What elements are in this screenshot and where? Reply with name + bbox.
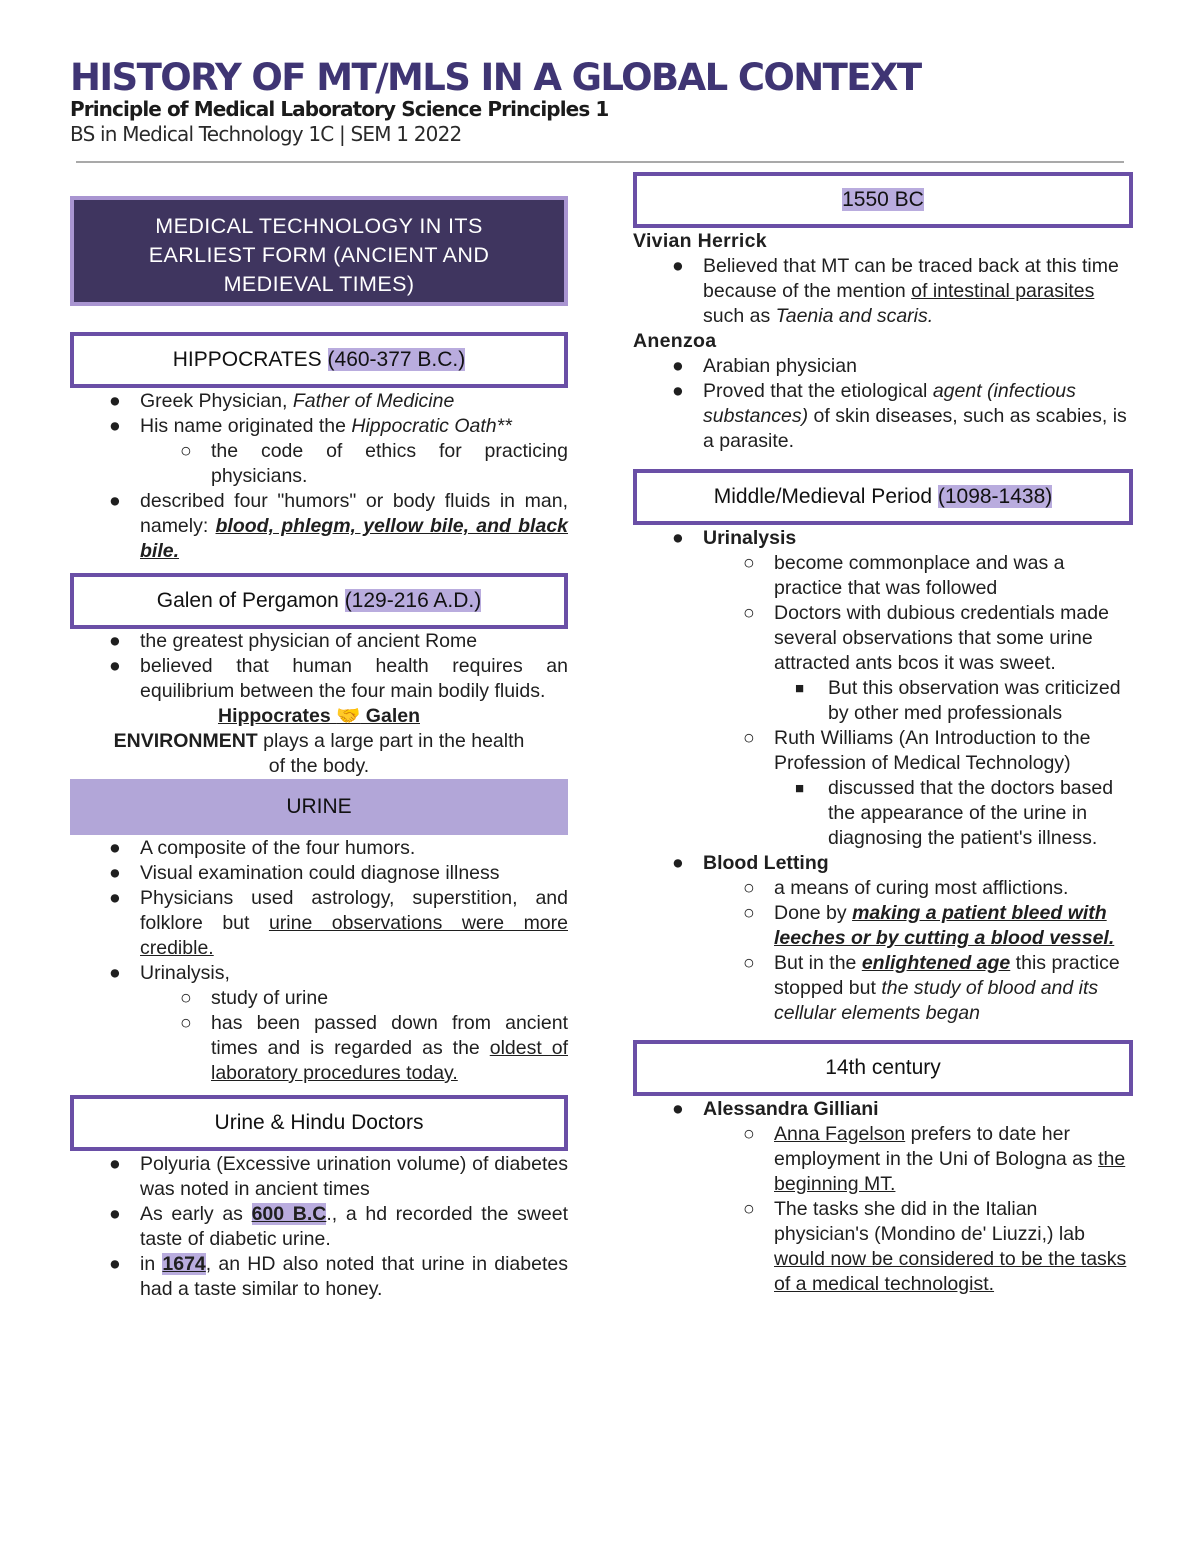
heading-text: 1550 BC: [842, 188, 924, 211]
bullet-circle-icon: ○: [743, 1123, 755, 1145]
section-hero-ancient-medieval: [70, 196, 568, 306]
bullet-disc-icon: ●: [672, 255, 684, 277]
vivian-list: [633, 254, 1133, 329]
list-item: ● believed that human health requires an equilibrium between the four main bodily fluids.: [109, 655, 568, 702]
galen-list: [70, 629, 568, 704]
sub-list: [703, 551, 1133, 851]
bullet-disc-icon: ●: [109, 887, 121, 909]
sub-sub-list: [774, 676, 1133, 726]
list-item: ■ discussed that the doctors based the appearance of the urine in diagnosing the patient's illness.: [795, 777, 1114, 849]
sub-list: [140, 439, 568, 489]
list-item: ● As early as 600 B.C., a hd recorded the sweet taste of diabetic urine.: [109, 1203, 568, 1250]
heading-years: (129-216 A.D.): [344, 589, 482, 612]
bullet-disc-icon: ●: [109, 1203, 121, 1225]
heading-hippocrates: [70, 332, 568, 388]
list-item: ○ The tasks she did in the Italian physician's (Mondino de' Liuzzi,) lab would now be considered to be the tasks of a medical technologist.: [743, 1198, 1127, 1295]
bullet-disc-icon: ●: [109, 390, 121, 412]
bullet-circle-icon: ○: [180, 440, 192, 462]
person-anenzoa: Anenzoa: [633, 330, 717, 352]
header-divider: [76, 161, 1124, 163]
list-item: ○ has been passed down from ancient times and is regarded as the oldest of laboratory procedures today.: [180, 1012, 568, 1084]
heading-urine-hindu-doctors: [70, 1095, 568, 1151]
list-item: ● Greek Physician, Father of Medicine: [109, 390, 455, 412]
list-item: ● in 1674, an HD also noted that urine in diabetes had a taste similar to honey.: [109, 1253, 568, 1300]
heading-galen: [70, 573, 568, 629]
heading-medieval-period: [633, 469, 1133, 525]
list-item: ○ a means of curing most afflictions.: [743, 877, 1069, 899]
hippocrates-galen-line: Hippocrates 🤝 Galen: [217, 705, 420, 727]
list-item: ● Arabian physician: [672, 355, 857, 377]
heading-text: URINE: [286, 795, 352, 818]
list-item: ○ Doctors with dubious credentials made several observations that some urine attracted ants bcos it was sweet. ■ But this observation was criticized by other med professionals: [703, 601, 1133, 726]
list-item: ● Proved that the etiological agent (infectious substances) of skin diseases, such as scabies, is a parasite.: [672, 380, 1127, 452]
century14-list: [633, 1097, 1133, 1297]
hero-line: MEDICAL TECHNOLOGY IN ITS: [155, 214, 483, 238]
bullet-disc-icon: ●: [672, 355, 684, 377]
bullet-disc-icon: ●: [109, 655, 121, 677]
heading-text: 14th century: [825, 1056, 941, 1079]
bullet-square-icon: ■: [795, 680, 805, 697]
bullet-circle-icon: ○: [743, 952, 755, 974]
course-line: BS in Medical Technology 1C | SEM 1 2022: [70, 122, 462, 146]
list-item: ● Urinalysis, ○ study of urine ○ has been passed down from ancient times and is regarded as the oldest of laboratory procedures today.: [109, 962, 568, 1084]
list-item: ● Urinalysis ○ become commonplace and was a practice that was followed ○ Doctors with dubious credentials made several observations that some urine attracted ants bcos it was sweet. ■ But this observation was criticized by other med professionals ○ Ruth Williams (An Introduction to the Profession of Medical Technology) ■ discussed that the doctors based the appearance of the urine in diagnosing the patient's illness.: [633, 526, 1133, 851]
bullet-circle-icon: ○: [743, 602, 755, 624]
bullet-disc-icon: ●: [672, 1098, 684, 1120]
bullet-circle-icon: ○: [743, 902, 755, 924]
list-item: ● Physicians used astrology, superstition, and folklore but urine observations were more credible.: [109, 887, 568, 959]
medieval-list: [633, 526, 1133, 1026]
list-item: ● Polyuria (Excessive urination volume) of diabetes was noted in ancient times: [109, 1153, 568, 1200]
list-item: ● Alessandra Gilliani ○ Anna Fagelson prefers to date her employment in the Uni of Bologna as the beginning MT. ○ The tasks she did in the Italian physician's (Mondino de' Liuzzi,) lab would now be considered to be the tasks of a medical technologist.: [633, 1097, 1133, 1297]
list-item: ○ Done by making a patient bleed with leeches or by cutting a blood vessel.: [743, 902, 1115, 949]
bullet-circle-icon: ○: [180, 1012, 192, 1034]
list-item: ○ Ruth Williams (An Introduction to the Profession of Medical Technology) ■ discussed that the doctors based the appearance of the urine in diagnosing the patient's illness.: [703, 726, 1133, 851]
sub-list: [703, 1122, 1133, 1297]
bullet-square-icon: ■: [795, 780, 805, 797]
list-item: ● the greatest physician of ancient Rome: [109, 630, 478, 652]
bullet-disc-icon: ●: [109, 962, 121, 984]
heading-text: Urine & Hindu Doctors: [214, 1111, 424, 1134]
handshake-icon: 🤝: [336, 705, 361, 727]
sub-list: [703, 876, 1133, 1026]
document-subtitle: Principle of Medical Laboratory Science Principles 1: [70, 97, 609, 121]
bullet-disc-icon: ●: [672, 380, 684, 402]
bullet-disc-icon: ●: [109, 490, 121, 512]
list-item: ○ But in the enlightened age this practice stopped but the study of blood and its cellular elements began: [743, 952, 1120, 1024]
environment-note: ENVIRONMENT plays a large part in the health of the body.: [113, 730, 525, 777]
bullet-disc-icon: ●: [672, 527, 684, 549]
anenzoa-list: [633, 354, 1133, 454]
list-item: ■ But this observation was criticized by other med professionals: [795, 677, 1121, 724]
bullet-circle-icon: ○: [743, 1198, 755, 1220]
hippocrates-list: [70, 389, 568, 564]
right-column: [633, 172, 1133, 1297]
bullet-disc-icon: ●: [109, 1153, 121, 1175]
heading-urine: [70, 779, 568, 835]
heading-14th-century: [633, 1040, 1133, 1096]
bullet-circle-icon: ○: [743, 727, 755, 749]
heading-text: HIPPOCRATES: [172, 348, 328, 371]
bullet-circle-icon: ○: [743, 552, 755, 574]
list-item: ● Believed that MT can be traced back at this time because of the mention of intestinal parasites such as Taenia and scaris.: [672, 255, 1119, 327]
list-item: ● described four "humors" or body fluids in man, namely: blood, phlegm, yellow bile, and black bile.: [109, 490, 569, 562]
bullet-disc-icon: ●: [109, 1253, 121, 1275]
person-vivian-herrick: Vivian Herrick: [633, 230, 767, 252]
bullet-circle-icon: ○: [743, 877, 755, 899]
hindu-list: [70, 1152, 568, 1302]
list-item: ○ study of urine: [180, 987, 329, 1009]
left-column: [70, 196, 568, 1302]
list-item: ● Blood Letting ○ a means of curing most afflictions. ○ Done by making a patient bleed with leeches or by cutting a blood vessel. ○ But in the enlightened age this practice stopped but the study of blood and its cellular elements began: [633, 851, 1133, 1026]
bullet-disc-icon: ●: [109, 862, 121, 884]
heading-text: Middle/Medieval Period: [713, 485, 938, 508]
bullet-disc-icon: ●: [109, 630, 121, 652]
document-title: HISTORY OF MT/MLS IN A GLOBAL CONTEXT: [70, 56, 921, 99]
bullet-disc-icon: ●: [109, 837, 121, 859]
heading-1550-bc: [633, 172, 1133, 228]
bullet-disc-icon: ●: [109, 415, 121, 437]
bullet-circle-icon: ○: [180, 987, 192, 1009]
list-item: ○ the code of ethics for practicing physicians.: [180, 440, 568, 487]
heading-text: Galen of Pergamon: [156, 589, 345, 612]
hero-line: EARLIEST FORM (ANCIENT AND: [148, 243, 490, 267]
list-item: ● Visual examination could diagnose illness: [109, 862, 500, 884]
list-item: ● A composite of the four humors.: [109, 837, 416, 859]
list-item: ● His name originated the Hippocratic Oath** ○ the code of ethics for practicing physicians.: [109, 415, 568, 487]
sub-sub-list: [774, 776, 1133, 851]
list-item: ○ become commonplace and was a practice that was followed: [743, 552, 1065, 599]
hero-line: MEDIEVAL TIMES): [223, 272, 415, 296]
sub-list: [140, 986, 568, 1086]
list-item: ○ Anna Fagelson prefers to date her employment in the Uni of Bologna as the beginning MT.: [743, 1123, 1126, 1195]
heading-years: (460-377 B.C.): [327, 348, 466, 371]
urine-list: [70, 836, 568, 1086]
heading-years: (1098-1438): [937, 485, 1053, 508]
bullet-disc-icon: ●: [672, 852, 684, 874]
